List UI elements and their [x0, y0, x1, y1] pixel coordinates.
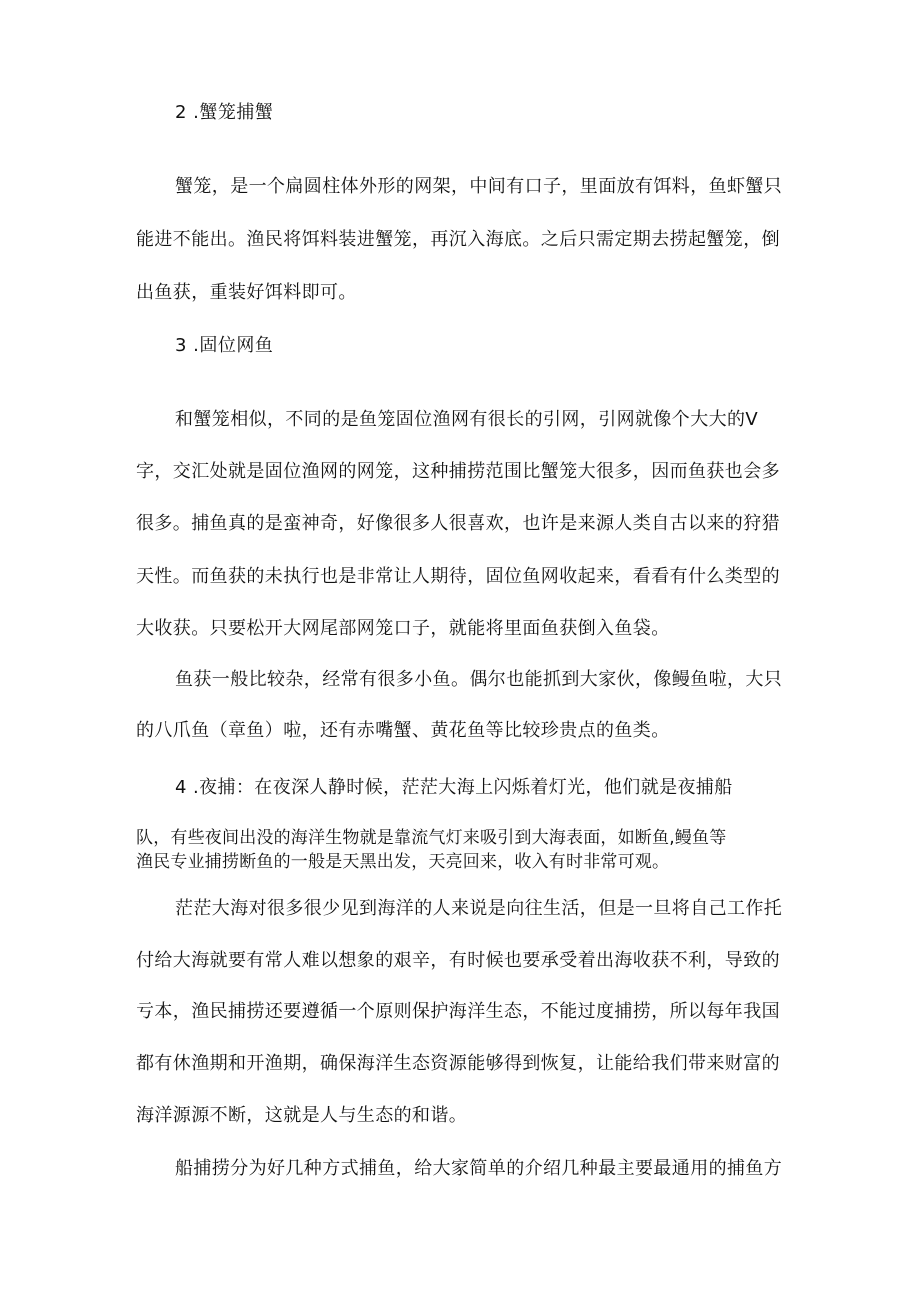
- paragraph-line: 都有休渔期和开渔期，确保海洋生态资源能够得到恢复，让能给我们带来财富的: [136, 1053, 780, 1074]
- paragraph-line: 鱼获一般比较杂，经常有很多小鱼。偶尔也能抓到大家伙，像鳗鱼啦，大只: [175, 669, 783, 690]
- paragraph-line: 天性。而鱼获的未执行也是非常让人期待，固位鱼网收起来，看看有什么类型的: [136, 566, 780, 587]
- paragraph-line: 海洋源源不断，这就是人与生态的和谐。: [136, 1105, 468, 1126]
- paragraph-line: 和蟹笼相似，不同的是鱼笼固位渔网有很长的引网，引网就像个大大的V: [175, 409, 759, 430]
- paragraph-line: 付给大海就要有常人难以想象的艰辛，有时候也要承受着出海收获不利，导致的: [136, 950, 780, 971]
- section-3-heading: 3 .固位网鱼: [175, 335, 274, 356]
- paragraph-line: 很多。捕鱼真的是蛮神奇，好像很多人很喜欢，也许是来源人类自古以来的狩猎: [136, 513, 780, 534]
- paragraph-line: 能进不能出。渔民将饵料装进蟹笼，再沉入海底。之后只需定期去捞起蟹笼，倒: [136, 229, 780, 250]
- paragraph-line: 的八爪鱼（章鱼）啦，还有赤嘴蟹、黄花鱼等比较珍贵点的鱼类。: [136, 720, 670, 741]
- paragraph-line: 茫茫大海对很多很少见到海洋的人来说是向往生活，但是一旦将自己工作托: [175, 898, 783, 919]
- paragraph-line: 大收获。只要松开大网尾部网笼口子，就能将里面鱼获倒入鱼袋。: [136, 618, 670, 639]
- paragraph-line: 出鱼获，重装好饵料即可。: [136, 282, 357, 303]
- paragraph-line: 蟹笼，是一个扁圆柱体外形的网架，中间有口子，里面放有饵料，鱼虾蟹只: [175, 176, 783, 197]
- paragraph-line: 船捕捞分为好几种方式捕鱼，给大家简单的介绍几种最主要最通用的捕鱼方: [175, 1158, 783, 1179]
- paragraph-line: 字，交汇处就是固位渔网的网笼，这种捕捞范围比蟹笼大很多，因而鱼获也会多: [136, 461, 780, 482]
- paragraph-line: 亏本，渔民捕捞还要遵循一个原则保护海洋生态，不能过度捕捞，所以每年我国: [136, 1001, 780, 1022]
- paragraph-line: 队，有些夜间出没的海洋生物就是靠流气灯来吸引到大海表面，如断鱼,鳗鱼等: [136, 828, 727, 848]
- paragraph-line: 渔民专业捕捞断鱼的一般是天黑出发，天亮回来，收入有时非常可观。: [136, 852, 670, 872]
- section-2-heading: 2 .蟹笼捕蟹: [175, 102, 274, 123]
- section-4-heading-line: 4 .夜捕：在夜深人静时候，茫茫大海上闪烁着灯光，他们就是夜捕船: [175, 777, 733, 798]
